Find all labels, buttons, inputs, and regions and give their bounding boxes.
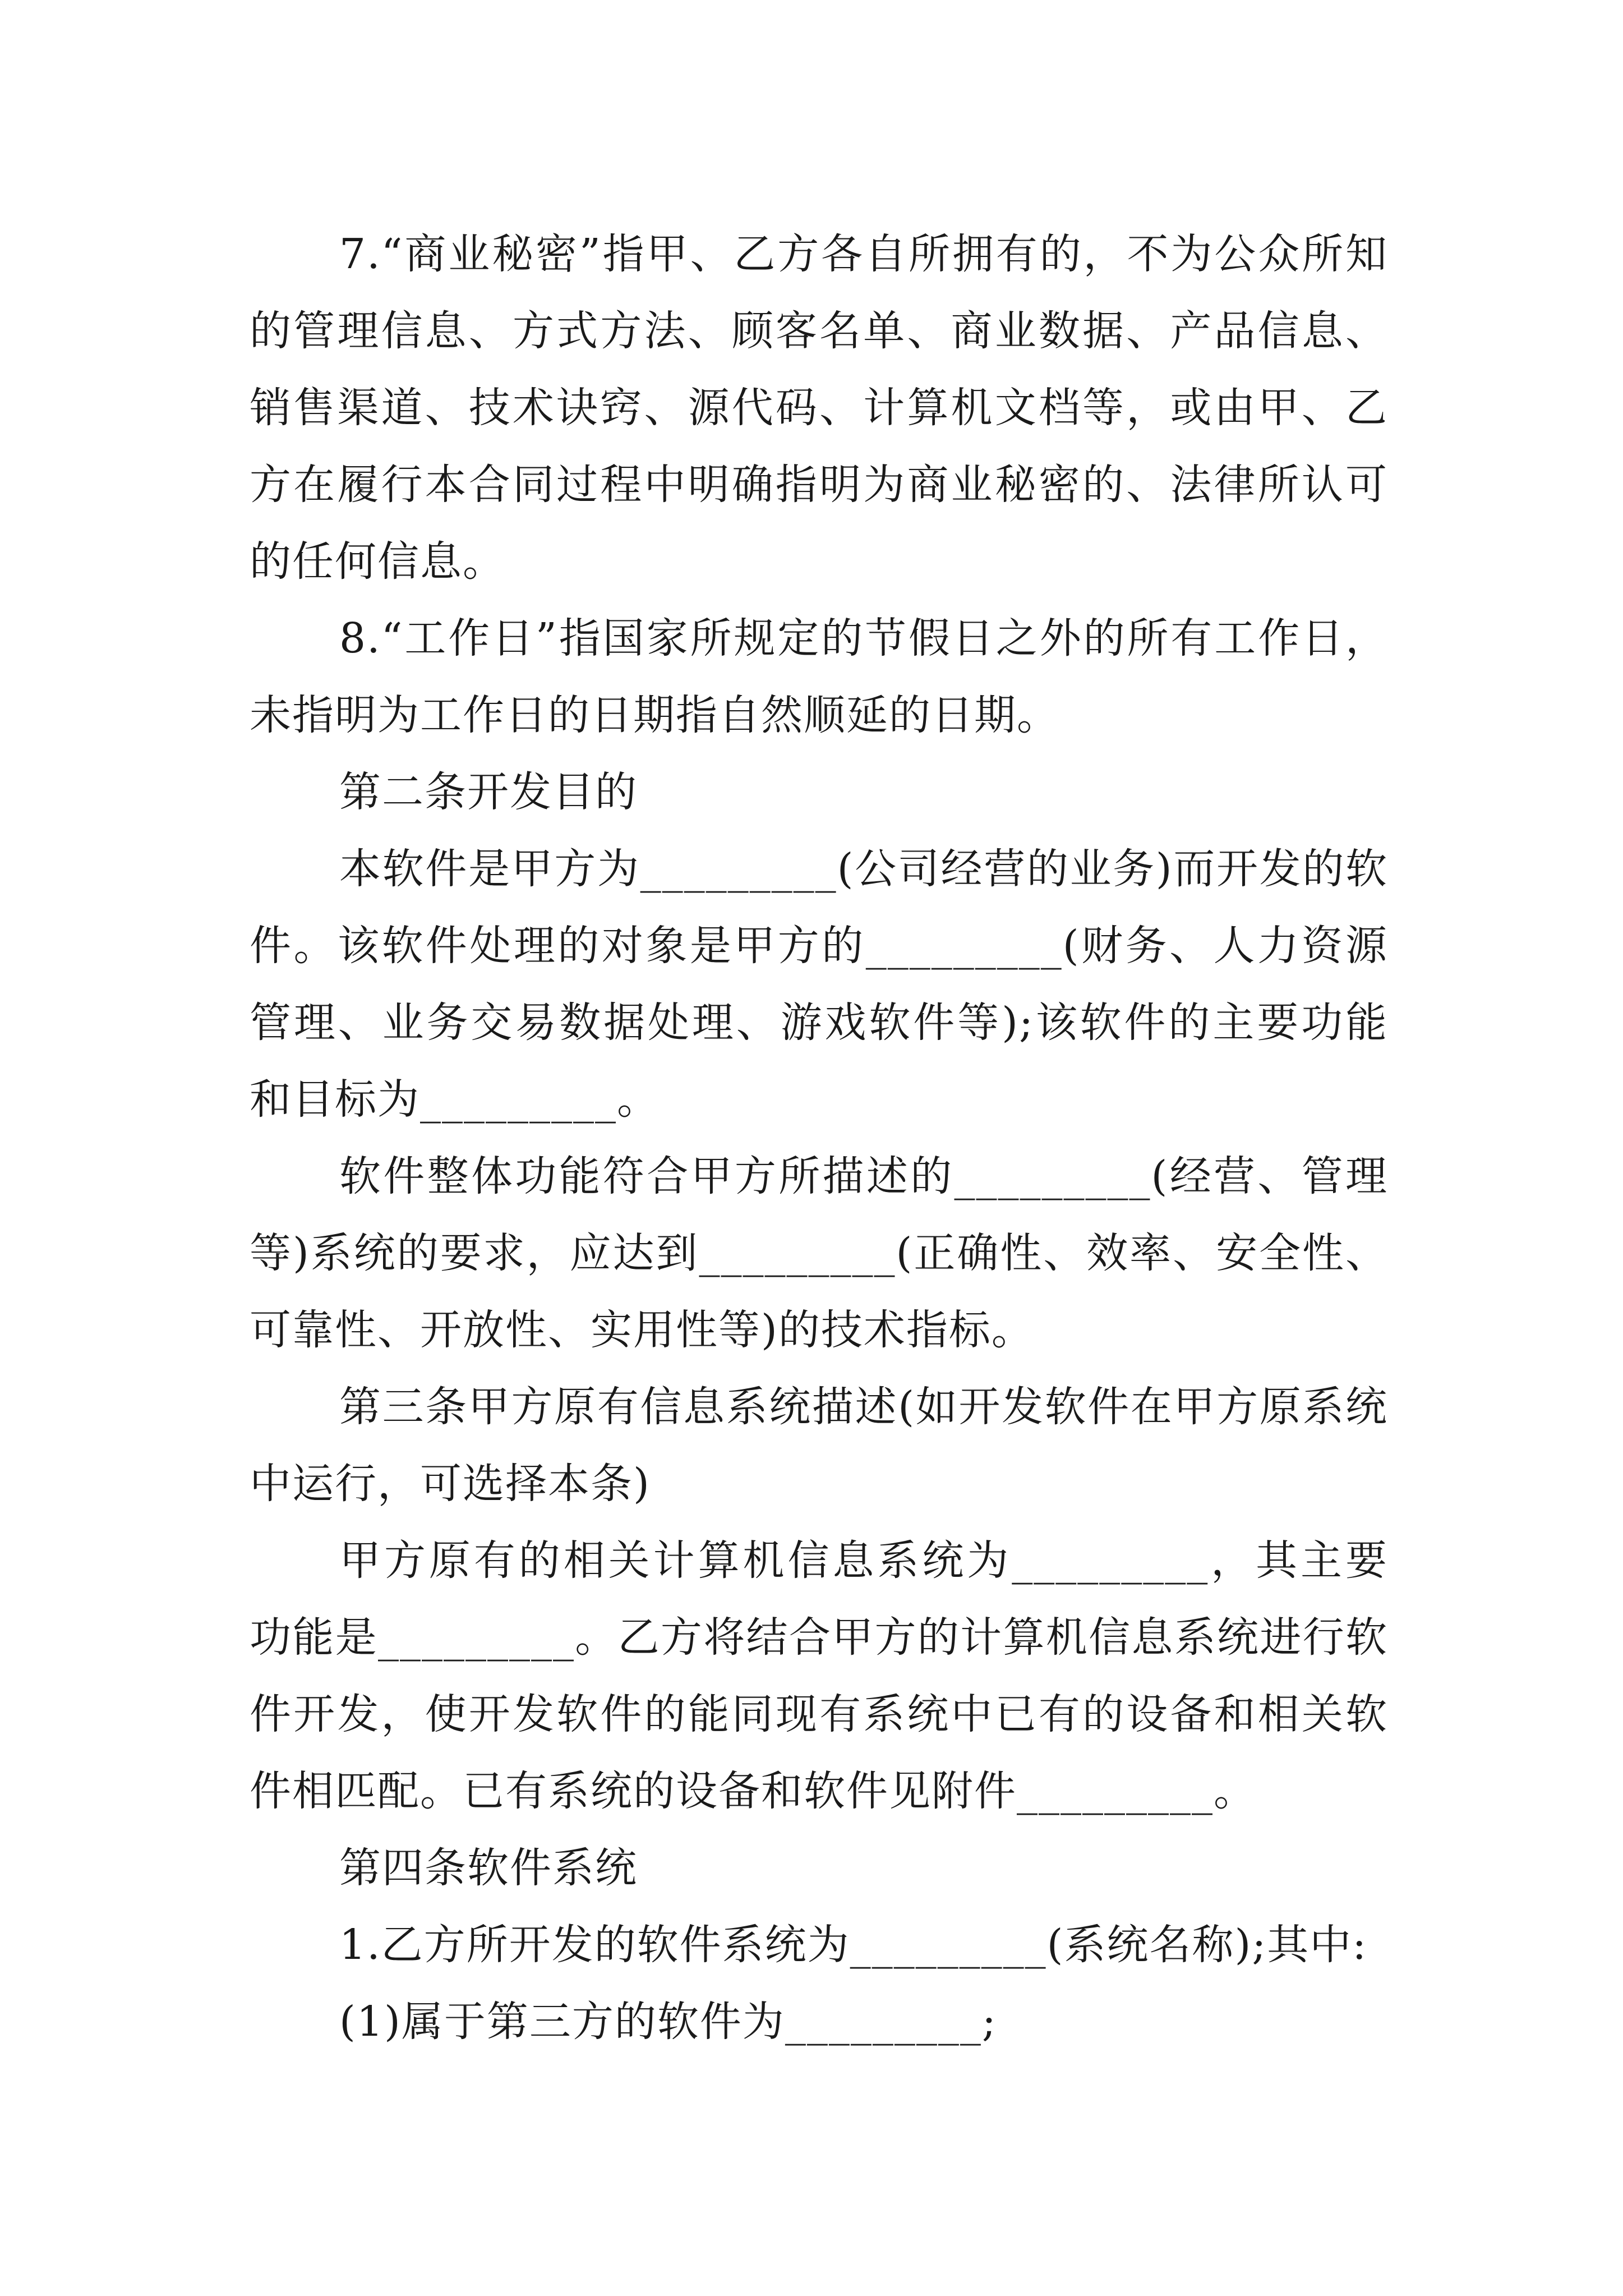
text-segment: (正确性、效率、安全性、可靠性、开放性、实用性等)的技术指标。	[250, 1229, 1388, 1354]
fill-in-blank: _________	[420, 1075, 617, 1124]
fill-in-blank: _________	[785, 1998, 982, 2046]
fill-in-blank: _________	[954, 1152, 1151, 1200]
text-segment: (经营、管理等)系统的要求，应达到	[250, 1152, 1388, 1277]
text-segment: 。乙方将结合甲方的计算机信息系统进行软件开发，使开发软件的能同现有系统中已有的设备和相关软件相匹配。已有系统的设备和软件见附件	[250, 1613, 1389, 1815]
text-segment: 甲方原有的相关计算机信息系统为	[339, 1536, 1012, 1585]
heading-text: 第二条开发目的	[339, 768, 638, 816]
text-segment: (1)属于第三方的软件为	[339, 1998, 785, 2046]
text-segment: (财务、人力资源管理、业务交易数据处理、游戏软件等);该软件的主要功能和目标为	[250, 922, 1388, 1124]
text-segment: ，其主要功能是	[250, 1536, 1389, 1662]
paragraph-overall-function	[250, 1138, 1388, 1369]
paragraph-workday-definition	[250, 600, 1388, 754]
heading-text: 第四条软件系统	[339, 1844, 638, 1892]
fill-in-blank: _________	[850, 1921, 1047, 1969]
paragraph-existing-system	[250, 1522, 1388, 1830]
fill-in-blank: _________	[640, 845, 837, 893]
text-segment: 。	[617, 1075, 660, 1124]
fill-in-blank: _________	[1017, 1767, 1214, 1815]
paragraph-software-system	[250, 1907, 1388, 1984]
fill-in-blank: _________	[865, 922, 1063, 970]
article-2-heading	[250, 754, 1388, 831]
paragraph-third-party-software	[250, 1984, 1388, 2060]
paragraph-development-purpose	[250, 831, 1388, 1138]
heading-text: 第三条甲方原有信息系统描述(如开发软件在甲方原系统中运行，可选择本条)	[250, 1383, 1388, 1508]
text-segment: 软件整体功能符合甲方所描述的	[339, 1152, 955, 1200]
paragraph-text: 8.“工作日”指国家所规定的节假日之外的所有工作日，未指明为工作日的日期指自然顺延的日期。	[250, 614, 1388, 739]
paragraph-trade-secret-definition	[250, 216, 1388, 600]
fill-in-blank: _________	[377, 1613, 575, 1662]
fill-in-blank: _________	[699, 1229, 896, 1277]
article-4-heading	[250, 1830, 1388, 1907]
paragraph-text: 7.“商业秘密”指甲、乙方各自所拥有的，不为公众所知的管理信息、方式方法、顾客名单、商业数据、产品信息、销售渠道、技术诀窍、源代码、计算机文档等，或由甲、乙方在履行本合同过程中明确指明为商业秘密的、法律所认可的任何信息。	[250, 230, 1388, 586]
fill-in-blank: _________	[1012, 1536, 1209, 1585]
text-segment: (公司经营的业务)而开发的软件。该软件处理的对象是甲方的	[250, 845, 1388, 970]
text-segment: (系统名称);其中:	[1046, 1921, 1368, 1969]
text-segment: 本软件是甲方为	[339, 845, 640, 893]
contract-body	[250, 216, 1388, 2060]
text-segment: ;	[981, 1998, 997, 2046]
text-segment: 1.乙方所开发的软件系统为	[339, 1921, 850, 1969]
article-3-heading	[250, 1369, 1388, 1522]
text-segment: 。	[1214, 1767, 1256, 1815]
